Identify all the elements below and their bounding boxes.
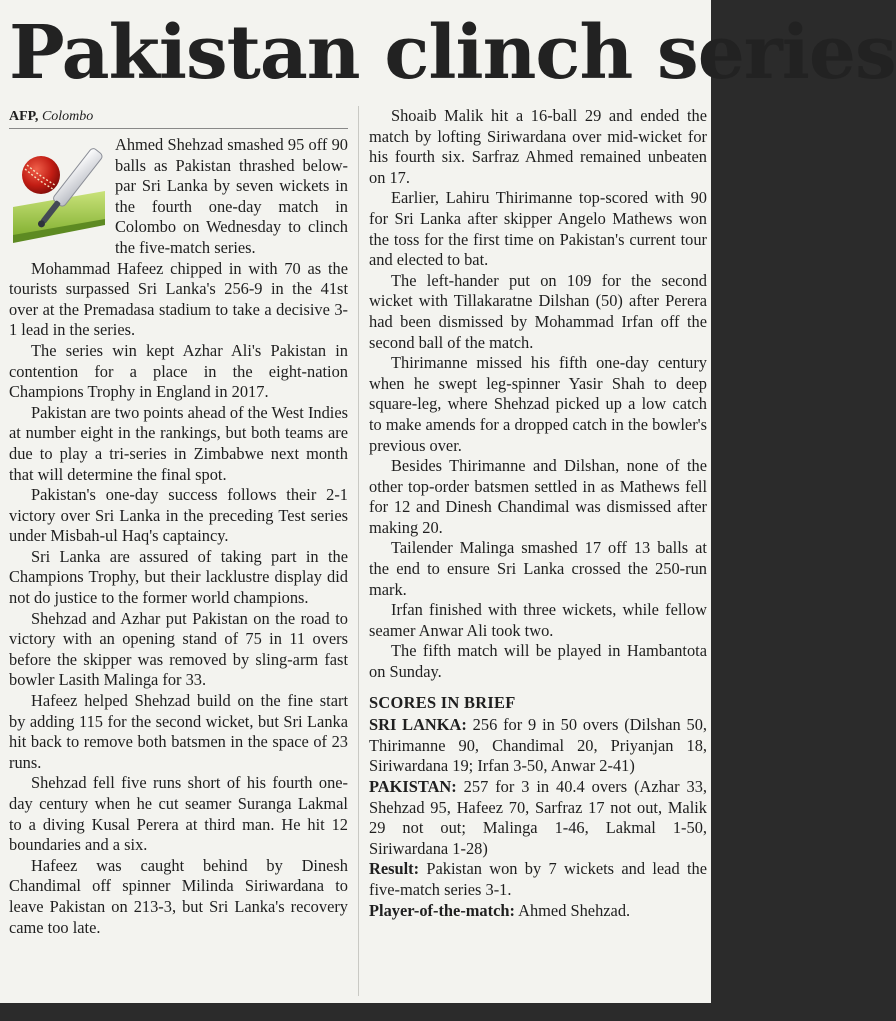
result-text: Pakistan won by 7 wickets and lead the five-match series 3-1. [369,859,707,899]
paragraph: Earlier, Lahiru Thirimanne top-scored with 90 for Sri Lanka after skipper Angelo Mathews won the toss for the first time on Pakistan's current tour and elected to bat. [369,188,707,270]
paragraph: The fifth match will be played in Hambantota on Sunday. [369,641,707,682]
potm-text: Ahmed Shehzad. [518,900,631,920]
paragraph: The series win kept Azhar Ali's Pakistan in contention for a place in the eight-nation Champions Trophy in England in 2017. [9,340,348,402]
right-column [369,106,707,921]
paragraph: Sri Lanka are assured of taking part in the Champions Trophy, but their lacklustre display did not do justice to the former world champions. [9,546,348,608]
column-divider [358,106,359,996]
paragraph: Pakistan's one-day success follows their 2-1 victory over Sri Lanka in the preceding Test series under Misbah-ul Haq's captaincy. [9,485,348,546]
headline: Pakistan clinch series [9,10,896,96]
result-label: Result: [369,859,420,879]
potm-label: Player-of-the-match: [369,900,515,920]
paragraph: Shoaib Malik hit a 16-ball 29 and ended the match by lofting Siriwardana over mid-wicket for his fourth six. Sarfraz Ahmed remained unbeaten on 17. [369,106,707,187]
byline [9,106,348,129]
score-text: 257 for 3 in 40.4 overs (Azhar 33, Shehzad 95, Hafeez 70, Sarfraz 17 not out, Malik 29 not out; Malinga 1-46, Lakmal 1-50, Siriwardana 1-28) [369,777,707,858]
paragraph: Thirimanne missed his fifth one-day century when he swept leg-spinner Yasir Shah to deep square-leg, where Shehzad picked up a low catch to make amends for a dropped catch in the bowler's previous over. [369,353,707,455]
score-sri-lanka [369,715,707,777]
match-result [369,859,707,900]
score-label: SRI LANKA: [369,715,467,735]
paragraph: Shehzad and Azhar put Pakistan on the road to victory with an opening stand of 75 in 11 overs before the skipper was removed by sling-arm fast bowler Lasith Malinga for 33. [9,608,348,690]
left-column [9,106,348,938]
paragraph: Irfan finished with three wickets, while fellow seamer Anwar Ali took two. [369,600,707,640]
score-text: 256 for 9 in 50 overs (Dilshan 50, Thirimanne 90, Chandimal 20, Priyanjan 18, Siriwardana 19; Irfan 3-50, Anwar 2-41) [369,715,707,776]
paragraph: Tailender Malinga smashed 17 off 13 balls at the end to ensure Sri Lanka crossed the 250-run mark. [369,538,707,599]
score-pakistan [369,777,707,859]
score-label: PAKISTAN: [369,777,457,796]
player-of-the-match [369,901,707,922]
paragraph: Pakistan are two points ahead of the West Indies at number eight in the rankings, but both teams are due to play a tri-series in Zimbabwe next month that will determine the final spot. [9,402,349,484]
cricket-ball-bat-icon [9,135,109,253]
paragraph: Besides Thirimanne and Dilshan, none of the other top-order batsmen settled in as Mathews fell for 12 and Dinesh Chandimal was dismissed after making 20. [369,456,707,537]
paragraph: The left-hander put on 109 for the second wicket with Tillakaratne Dilshan (50) after Perera had been dismissed by Mohammad Irfan off the second ball of the match. [369,270,707,352]
scores-heading: SCORES IN BRIEF [369,692,516,712]
paragraph: Shehzad fell five runs short of his fourth one-day century when he cut seamer Suranga Lakmal to a diving Kusal Perera at third man. He hit 12 boundaries and a six. [9,773,348,855]
byline-agency: AFP, [9,109,39,124]
scores-in-brief [369,693,707,922]
paragraph: Hafeez was caught behind by Dinesh Chandimal off spinner Milinda Siriwardana to leave Pakistan on 213-3, but Sri Lanka's recovery came too late. [9,855,348,937]
lead-paragraph: Ahmed Shehzad smashed 95 off 90 balls as Pakistan thrashed below-par Sri Lanka by seven wickets in the fourth one-day match in Colombo on Wednesday to clinch the five-match series. [115,135,348,257]
byline-place: Colombo [41,109,94,124]
paragraph: Mohammad Hafeez chipped in with 70 as the tourists surpassed Sri Lanka's 256-9 in the 41st over at the Premadasa stadium to take a decisive 3-1 lead in the series. [9,258,348,340]
paragraph: Hafeez helped Shehzad build on the fine start by adding 115 for the second wicket, but Sri Lanka hit back to remove both batsmen in the space of 23 runs. [9,691,348,772]
